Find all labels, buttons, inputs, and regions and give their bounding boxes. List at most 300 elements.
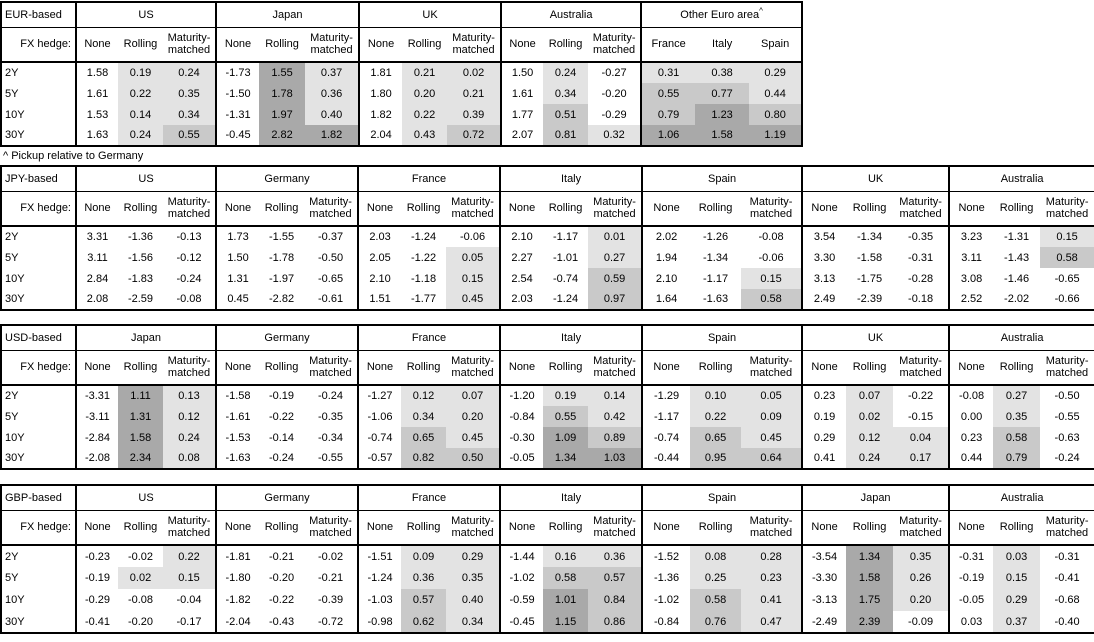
value-cell: 0.65 bbox=[690, 427, 741, 448]
data-row bbox=[1, 289, 1094, 310]
value-cell: 0.23 bbox=[802, 385, 846, 406]
hedge-type-header: Maturity-matched bbox=[893, 350, 949, 385]
value-cell: -1.34 bbox=[857, 231, 883, 243]
value-cell: 0.08 bbox=[690, 545, 741, 567]
value-cell: -0.65 bbox=[317, 272, 344, 285]
hedge-type-header: None bbox=[359, 27, 402, 62]
value-cell: -0.34 bbox=[317, 431, 344, 444]
value-cell: 0.19 bbox=[802, 406, 846, 427]
value-cell: 0.58 bbox=[741, 289, 802, 310]
value-cell: -0.18 bbox=[908, 293, 934, 305]
value-cell: 0.24 bbox=[543, 62, 588, 83]
hedge-type-header: None bbox=[76, 350, 118, 385]
data-row bbox=[1, 247, 1094, 268]
tenor-label: 10Y bbox=[5, 431, 25, 444]
value-cell: 0.29 bbox=[802, 427, 846, 448]
data-row bbox=[1, 268, 1094, 289]
value-cell: 0.45 bbox=[446, 427, 500, 448]
data-row bbox=[1, 226, 1094, 247]
base-currency-label: JPY-based bbox=[1, 166, 76, 191]
tenor-label: 10Y bbox=[5, 272, 25, 285]
value-cell: -1.01 bbox=[553, 251, 579, 264]
value-cell: 0.29 bbox=[993, 589, 1040, 611]
value-cell: -0.22 bbox=[908, 390, 934, 402]
value-cell: 0.20 bbox=[402, 83, 447, 104]
value-cell: -0.15 bbox=[908, 410, 934, 423]
value-cell: 0.35 bbox=[893, 545, 949, 567]
tables-root bbox=[0, 1, 1094, 634]
hedge-type-header: None bbox=[802, 191, 846, 226]
value-cell: -0.14 bbox=[268, 431, 295, 444]
hedge-type-header: None bbox=[501, 27, 543, 62]
value-cell: -1.77 bbox=[410, 293, 437, 305]
country-header: Other Euro area^ bbox=[641, 2, 802, 27]
value-cell: 1.15 bbox=[543, 611, 588, 633]
value-cell: 2.05 bbox=[358, 247, 401, 268]
value-cell: -3.11 bbox=[76, 406, 118, 427]
hedge-type-header: None bbox=[358, 191, 401, 226]
value-cell: 0.12 bbox=[846, 427, 893, 448]
value-cell: 1.01 bbox=[543, 589, 588, 611]
value-cell: -2.04 bbox=[216, 611, 259, 633]
value-cell: 0.43 bbox=[402, 125, 447, 146]
value-cell: 3.11 bbox=[949, 247, 993, 268]
value-cell: -0.72 bbox=[317, 615, 344, 628]
footnote: ^ Pickup relative to Germany bbox=[3, 150, 144, 162]
value-cell: -1.22 bbox=[410, 251, 437, 264]
value-cell: 0.44 bbox=[949, 448, 993, 469]
hedge-type-header: Maturity-matched bbox=[447, 27, 501, 62]
value-cell: 1.58 bbox=[76, 62, 118, 83]
value-cell: -3.54 bbox=[802, 545, 846, 567]
value-cell: -0.24 bbox=[317, 390, 344, 402]
tenor-label: 30Y bbox=[5, 452, 25, 464]
value-cell: -1.02 bbox=[642, 589, 690, 611]
data-row bbox=[1, 83, 802, 104]
value-cell: -0.55 bbox=[317, 452, 344, 464]
value-cell: 2.52 bbox=[949, 289, 993, 310]
value-cell: -1.97 bbox=[268, 272, 295, 285]
hedge-type-header: None bbox=[76, 191, 118, 226]
value-cell: 0.23 bbox=[949, 427, 993, 448]
value-cell: -2.39 bbox=[857, 293, 883, 305]
value-cell: -0.20 bbox=[127, 615, 154, 628]
hedge-type-header: Rolling bbox=[259, 191, 304, 226]
value-cell: 1.58 bbox=[846, 567, 893, 589]
hedge-type-header: Rolling bbox=[846, 350, 893, 385]
value-cell: -0.31 bbox=[908, 251, 934, 264]
value-cell: -0.24 bbox=[268, 452, 295, 464]
value-cell: 3.08 bbox=[949, 268, 993, 289]
hedge-type-header: None bbox=[802, 510, 846, 545]
value-cell: -1.43 bbox=[1004, 251, 1030, 264]
value-cell: 0.36 bbox=[588, 545, 642, 567]
tenor-label: 30Y bbox=[5, 129, 25, 141]
value-cell: 1.31 bbox=[118, 406, 163, 427]
data-row bbox=[1, 567, 1094, 589]
value-cell: -0.22 bbox=[268, 410, 295, 423]
value-cell: 0.26 bbox=[893, 567, 949, 589]
hedge-type-header: Maturity-matched bbox=[305, 27, 359, 62]
fx-hedge-label: FX hedge: bbox=[1, 27, 76, 62]
country-header: Italy bbox=[500, 325, 642, 350]
data-row bbox=[1, 406, 1094, 427]
value-cell: -1.50 bbox=[216, 83, 259, 104]
value-cell: -1.73 bbox=[216, 62, 259, 83]
value-cell: -0.50 bbox=[1054, 390, 1080, 402]
value-cell: -0.02 bbox=[317, 550, 344, 563]
value-cell: 0.23 bbox=[741, 567, 802, 589]
data-row bbox=[1, 62, 802, 83]
value-cell: -0.05 bbox=[500, 448, 543, 469]
value-cell: -1.36 bbox=[642, 567, 690, 589]
value-cell: -0.35 bbox=[317, 410, 344, 423]
value-cell: -0.08 bbox=[127, 594, 154, 606]
value-cell: -0.05 bbox=[949, 589, 993, 611]
tenor-label: 30Y bbox=[5, 293, 25, 305]
hedge-type-header: Rolling bbox=[401, 510, 446, 545]
value-cell: 2.08 bbox=[76, 289, 118, 310]
header-row-countries bbox=[1, 325, 1094, 350]
country-header: Germany bbox=[216, 325, 358, 350]
tenor-label: 5Y bbox=[5, 251, 19, 264]
base-currency-label: GBP-based bbox=[1, 485, 76, 510]
value-cell: 0.05 bbox=[446, 247, 500, 268]
value-cell: 0.27 bbox=[588, 247, 642, 268]
value-cell: -0.20 bbox=[601, 87, 627, 100]
value-cell: 1.94 bbox=[642, 247, 690, 268]
value-cell: -0.19 bbox=[76, 567, 118, 589]
value-cell: 1.50 bbox=[216, 247, 259, 268]
value-cell: 2.82 bbox=[259, 125, 305, 146]
hedge-type-header: Rolling bbox=[690, 350, 741, 385]
value-cell: 0.22 bbox=[118, 83, 163, 104]
header-row-hedge-types bbox=[1, 27, 802, 62]
hedge-type-header: None bbox=[358, 350, 401, 385]
hedge-type-header: Maturity-matched bbox=[304, 350, 358, 385]
country-header: France bbox=[358, 325, 500, 350]
value-cell: -0.35 bbox=[908, 231, 934, 243]
value-cell: -1.51 bbox=[358, 545, 401, 567]
country-header: France bbox=[358, 166, 500, 191]
value-cell: 1.03 bbox=[588, 448, 642, 469]
value-cell: 0.44 bbox=[749, 83, 802, 104]
value-cell: 0.19 bbox=[118, 62, 163, 83]
hedge-type-header: None bbox=[949, 191, 993, 226]
value-cell: -1.46 bbox=[1004, 272, 1030, 285]
value-cell: 1.78 bbox=[259, 83, 305, 104]
hedge-type-header: None bbox=[500, 510, 543, 545]
value-cell: 0.58 bbox=[690, 589, 741, 611]
value-cell: -1.61 bbox=[216, 406, 259, 427]
value-cell: -0.61 bbox=[317, 293, 344, 305]
value-cell: 0.51 bbox=[543, 104, 588, 125]
value-cell: 0.01 bbox=[588, 226, 642, 247]
value-cell: 0.80 bbox=[749, 104, 802, 125]
value-cell: -1.56 bbox=[127, 251, 154, 264]
value-cell: -3.31 bbox=[76, 385, 118, 406]
hedge-type-header: None bbox=[216, 350, 259, 385]
value-cell: -1.20 bbox=[500, 385, 543, 406]
tenor-label: 10Y bbox=[5, 594, 25, 606]
value-cell: -1.31 bbox=[1004, 231, 1030, 243]
value-cell: -2.84 bbox=[76, 427, 118, 448]
hedge-type-header: Maturity-matched bbox=[1040, 510, 1094, 545]
value-cell: 1.77 bbox=[501, 104, 543, 125]
header-row-countries bbox=[1, 2, 802, 27]
hedge-type-header: None bbox=[500, 350, 543, 385]
value-cell: 0.45 bbox=[741, 427, 802, 448]
value-cell: -0.20 bbox=[268, 572, 295, 584]
value-cell: 0.15 bbox=[993, 567, 1040, 589]
value-cell: 0.03 bbox=[949, 611, 993, 633]
value-cell: 0.58 bbox=[543, 567, 588, 589]
hedge-type-header: Rolling bbox=[259, 27, 305, 62]
country-subheader: France bbox=[641, 27, 695, 62]
value-cell: -1.44 bbox=[500, 545, 543, 567]
value-cell: -0.84 bbox=[500, 406, 543, 427]
value-cell: 0.50 bbox=[446, 448, 500, 469]
value-cell: 0.42 bbox=[588, 406, 642, 427]
value-cell: -0.08 bbox=[176, 293, 202, 305]
hedge-type-header: None bbox=[358, 510, 401, 545]
value-cell: 0.22 bbox=[402, 104, 447, 125]
hedge-type-header: None bbox=[949, 350, 993, 385]
value-cell: 0.22 bbox=[163, 545, 216, 567]
country-header: Italy bbox=[500, 485, 642, 510]
value-cell: 0.58 bbox=[1040, 247, 1094, 268]
hedge-type-header: Rolling bbox=[259, 510, 304, 545]
value-cell: -0.31 bbox=[949, 545, 993, 567]
value-cell: 3.13 bbox=[802, 268, 846, 289]
hedge-type-header: Rolling bbox=[401, 350, 446, 385]
value-cell: -0.29 bbox=[76, 589, 118, 611]
country-header: Italy bbox=[500, 166, 642, 191]
value-cell: -0.40 bbox=[1054, 615, 1080, 628]
value-cell: 0.55 bbox=[163, 125, 216, 146]
value-cell: 0.62 bbox=[401, 611, 446, 633]
header-row-hedge-types bbox=[1, 191, 1094, 226]
hedge-type-header: None bbox=[802, 350, 846, 385]
value-cell: 3.23 bbox=[949, 226, 993, 247]
value-cell: -0.50 bbox=[317, 251, 344, 264]
value-cell: 0.24 bbox=[163, 62, 216, 83]
value-cell: 0.08 bbox=[163, 448, 216, 469]
value-cell: -0.21 bbox=[268, 550, 295, 563]
value-cell: -1.55 bbox=[268, 231, 295, 243]
value-cell: 1.53 bbox=[76, 104, 118, 125]
hedge-type-header: Maturity-matched bbox=[588, 350, 642, 385]
value-cell: -0.04 bbox=[176, 594, 202, 606]
value-cell: -2.49 bbox=[802, 611, 846, 633]
value-cell: 3.54 bbox=[802, 226, 846, 247]
hedge-type-header: Maturity-matched bbox=[893, 510, 949, 545]
value-cell: -1.24 bbox=[358, 567, 401, 589]
value-cell: -2.08 bbox=[76, 448, 118, 469]
base-currency-label: USD-based bbox=[1, 325, 76, 350]
value-cell: 0.36 bbox=[305, 83, 359, 104]
value-cell: 0.86 bbox=[588, 611, 642, 633]
value-cell: -0.43 bbox=[268, 615, 295, 628]
country-header: UK bbox=[359, 2, 501, 27]
country-header: Germany bbox=[216, 166, 358, 191]
value-cell: -0.74 bbox=[358, 427, 401, 448]
value-cell: -0.68 bbox=[1054, 594, 1080, 606]
value-cell: 2.84 bbox=[76, 268, 118, 289]
hedge-type-header: Rolling bbox=[690, 510, 741, 545]
value-cell: -0.09 bbox=[908, 615, 934, 628]
value-cell: 0.41 bbox=[741, 589, 802, 611]
value-cell: -1.63 bbox=[703, 293, 729, 305]
value-cell: 0.12 bbox=[163, 406, 216, 427]
value-cell: -1.58 bbox=[857, 251, 883, 264]
value-cell: 0.41 bbox=[802, 448, 846, 469]
tenor-label: 5Y bbox=[5, 410, 19, 423]
value-cell: 1.82 bbox=[359, 104, 402, 125]
country-header: US bbox=[76, 2, 216, 27]
value-cell: 0.09 bbox=[741, 406, 802, 427]
value-cell: 0.17 bbox=[893, 448, 949, 469]
value-cell: -0.08 bbox=[758, 231, 784, 243]
value-cell: -0.41 bbox=[1054, 572, 1080, 584]
value-cell: 0.03 bbox=[993, 545, 1040, 567]
value-cell: -0.66 bbox=[1054, 293, 1080, 305]
fx-hedge-label: FX hedge: bbox=[1, 510, 76, 545]
value-cell: 0.15 bbox=[163, 567, 216, 589]
value-cell: 2.03 bbox=[358, 226, 401, 247]
value-cell: 1.97 bbox=[259, 104, 305, 125]
country-header: Spain bbox=[642, 166, 802, 191]
base-currency-label: EUR-based bbox=[1, 2, 76, 27]
country-header: Germany bbox=[216, 485, 358, 510]
value-cell: -1.18 bbox=[410, 272, 437, 285]
country-header: Australia bbox=[949, 485, 1094, 510]
value-cell: -0.28 bbox=[908, 272, 934, 285]
value-cell: -0.74 bbox=[553, 272, 579, 285]
hedge-type-header: Maturity-matched bbox=[446, 191, 500, 226]
value-cell: 0.35 bbox=[993, 406, 1040, 427]
value-cell: 0.14 bbox=[588, 385, 642, 406]
value-cell: 0.28 bbox=[741, 545, 802, 567]
value-cell: 0.59 bbox=[588, 268, 642, 289]
usd-yield-table bbox=[0, 324, 1094, 470]
value-cell: 1.81 bbox=[359, 62, 402, 83]
value-cell: 0.40 bbox=[446, 589, 500, 611]
value-cell: -1.53 bbox=[216, 427, 259, 448]
value-cell: -0.45 bbox=[500, 611, 543, 633]
value-cell: -1.75 bbox=[857, 272, 883, 285]
value-cell: 0.15 bbox=[446, 268, 500, 289]
footnote-marker: ^ bbox=[759, 6, 763, 16]
hedge-type-header: None bbox=[216, 191, 259, 226]
value-cell: 0.81 bbox=[543, 125, 588, 146]
value-cell: -1.17 bbox=[642, 406, 690, 427]
value-cell: -1.24 bbox=[410, 231, 437, 243]
hedge-type-header: Maturity-matched bbox=[446, 510, 500, 545]
hedge-type-header: None bbox=[642, 510, 690, 545]
value-cell: 1.61 bbox=[76, 83, 118, 104]
country-subheader: Spain bbox=[749, 27, 802, 62]
value-cell: 1.58 bbox=[118, 427, 163, 448]
value-cell: 0.34 bbox=[163, 104, 216, 125]
value-cell: 1.34 bbox=[846, 545, 893, 567]
value-cell: 1.34 bbox=[543, 448, 588, 469]
value-cell: 0.34 bbox=[401, 406, 446, 427]
hedge-type-header: Rolling bbox=[543, 191, 588, 226]
value-cell: 0.57 bbox=[401, 589, 446, 611]
hedge-type-header: None bbox=[76, 510, 118, 545]
hedge-type-header: Rolling bbox=[118, 350, 163, 385]
hedge-type-header: Maturity-matched bbox=[588, 510, 642, 545]
value-cell: 0.36 bbox=[401, 567, 446, 589]
data-row bbox=[1, 385, 1094, 406]
value-cell: -1.29 bbox=[642, 385, 690, 406]
country-header: Australia bbox=[501, 2, 641, 27]
value-cell: 2.54 bbox=[500, 268, 543, 289]
value-cell: -0.19 bbox=[268, 390, 295, 402]
value-cell: -0.45 bbox=[216, 125, 259, 146]
value-cell: 0.84 bbox=[588, 589, 642, 611]
value-cell: 1.09 bbox=[543, 427, 588, 448]
hedge-type-header: Rolling bbox=[993, 191, 1040, 226]
value-cell: 0.34 bbox=[543, 83, 588, 104]
hedge-type-header: Maturity-matched bbox=[163, 191, 216, 226]
value-cell: -0.29 bbox=[601, 108, 627, 121]
value-cell: 0.29 bbox=[446, 545, 500, 567]
value-cell: 2.27 bbox=[500, 247, 543, 268]
value-cell: -1.34 bbox=[703, 251, 729, 264]
country-subheader: Italy bbox=[695, 27, 749, 62]
country-header: Japan bbox=[76, 325, 216, 350]
value-cell: 3.30 bbox=[802, 247, 846, 268]
value-cell: -0.59 bbox=[500, 589, 543, 611]
value-cell: -1.63 bbox=[216, 448, 259, 469]
value-cell: 0.02 bbox=[118, 567, 163, 589]
value-cell: 2.04 bbox=[359, 125, 402, 146]
value-cell: -0.55 bbox=[1054, 410, 1080, 423]
value-cell: 0.24 bbox=[163, 427, 216, 448]
value-cell: 0.79 bbox=[993, 448, 1040, 469]
value-cell: 0.25 bbox=[690, 567, 741, 589]
value-cell: 1.50 bbox=[501, 62, 543, 83]
value-cell: 0.65 bbox=[401, 427, 446, 448]
value-cell: 0.39 bbox=[447, 104, 501, 125]
tenor-label: 2Y bbox=[5, 390, 19, 402]
value-cell: -0.31 bbox=[1054, 550, 1080, 563]
value-cell: -0.57 bbox=[358, 448, 401, 469]
hedge-type-header: Maturity-matched bbox=[304, 510, 358, 545]
value-cell: -0.22 bbox=[268, 594, 295, 606]
value-cell: 2.07 bbox=[501, 125, 543, 146]
data-row bbox=[1, 448, 1094, 469]
data-row bbox=[1, 611, 1094, 633]
value-cell: 0.79 bbox=[641, 104, 695, 125]
value-cell: -1.26 bbox=[703, 231, 729, 243]
value-cell: -0.02 bbox=[127, 550, 154, 563]
value-cell: -0.24 bbox=[176, 272, 202, 285]
header-row-countries bbox=[1, 485, 1094, 510]
value-cell: 0.07 bbox=[846, 385, 893, 406]
country-header: Japan bbox=[216, 2, 359, 27]
value-cell: 1.55 bbox=[259, 62, 305, 83]
value-cell: 1.64 bbox=[642, 289, 690, 310]
value-cell: -2.59 bbox=[127, 293, 154, 305]
value-cell: -1.24 bbox=[553, 293, 579, 305]
value-cell: -0.19 bbox=[949, 567, 993, 589]
hedge-type-header: Rolling bbox=[846, 191, 893, 226]
hedge-type-header: None bbox=[76, 27, 118, 62]
value-cell: 0.35 bbox=[163, 83, 216, 104]
